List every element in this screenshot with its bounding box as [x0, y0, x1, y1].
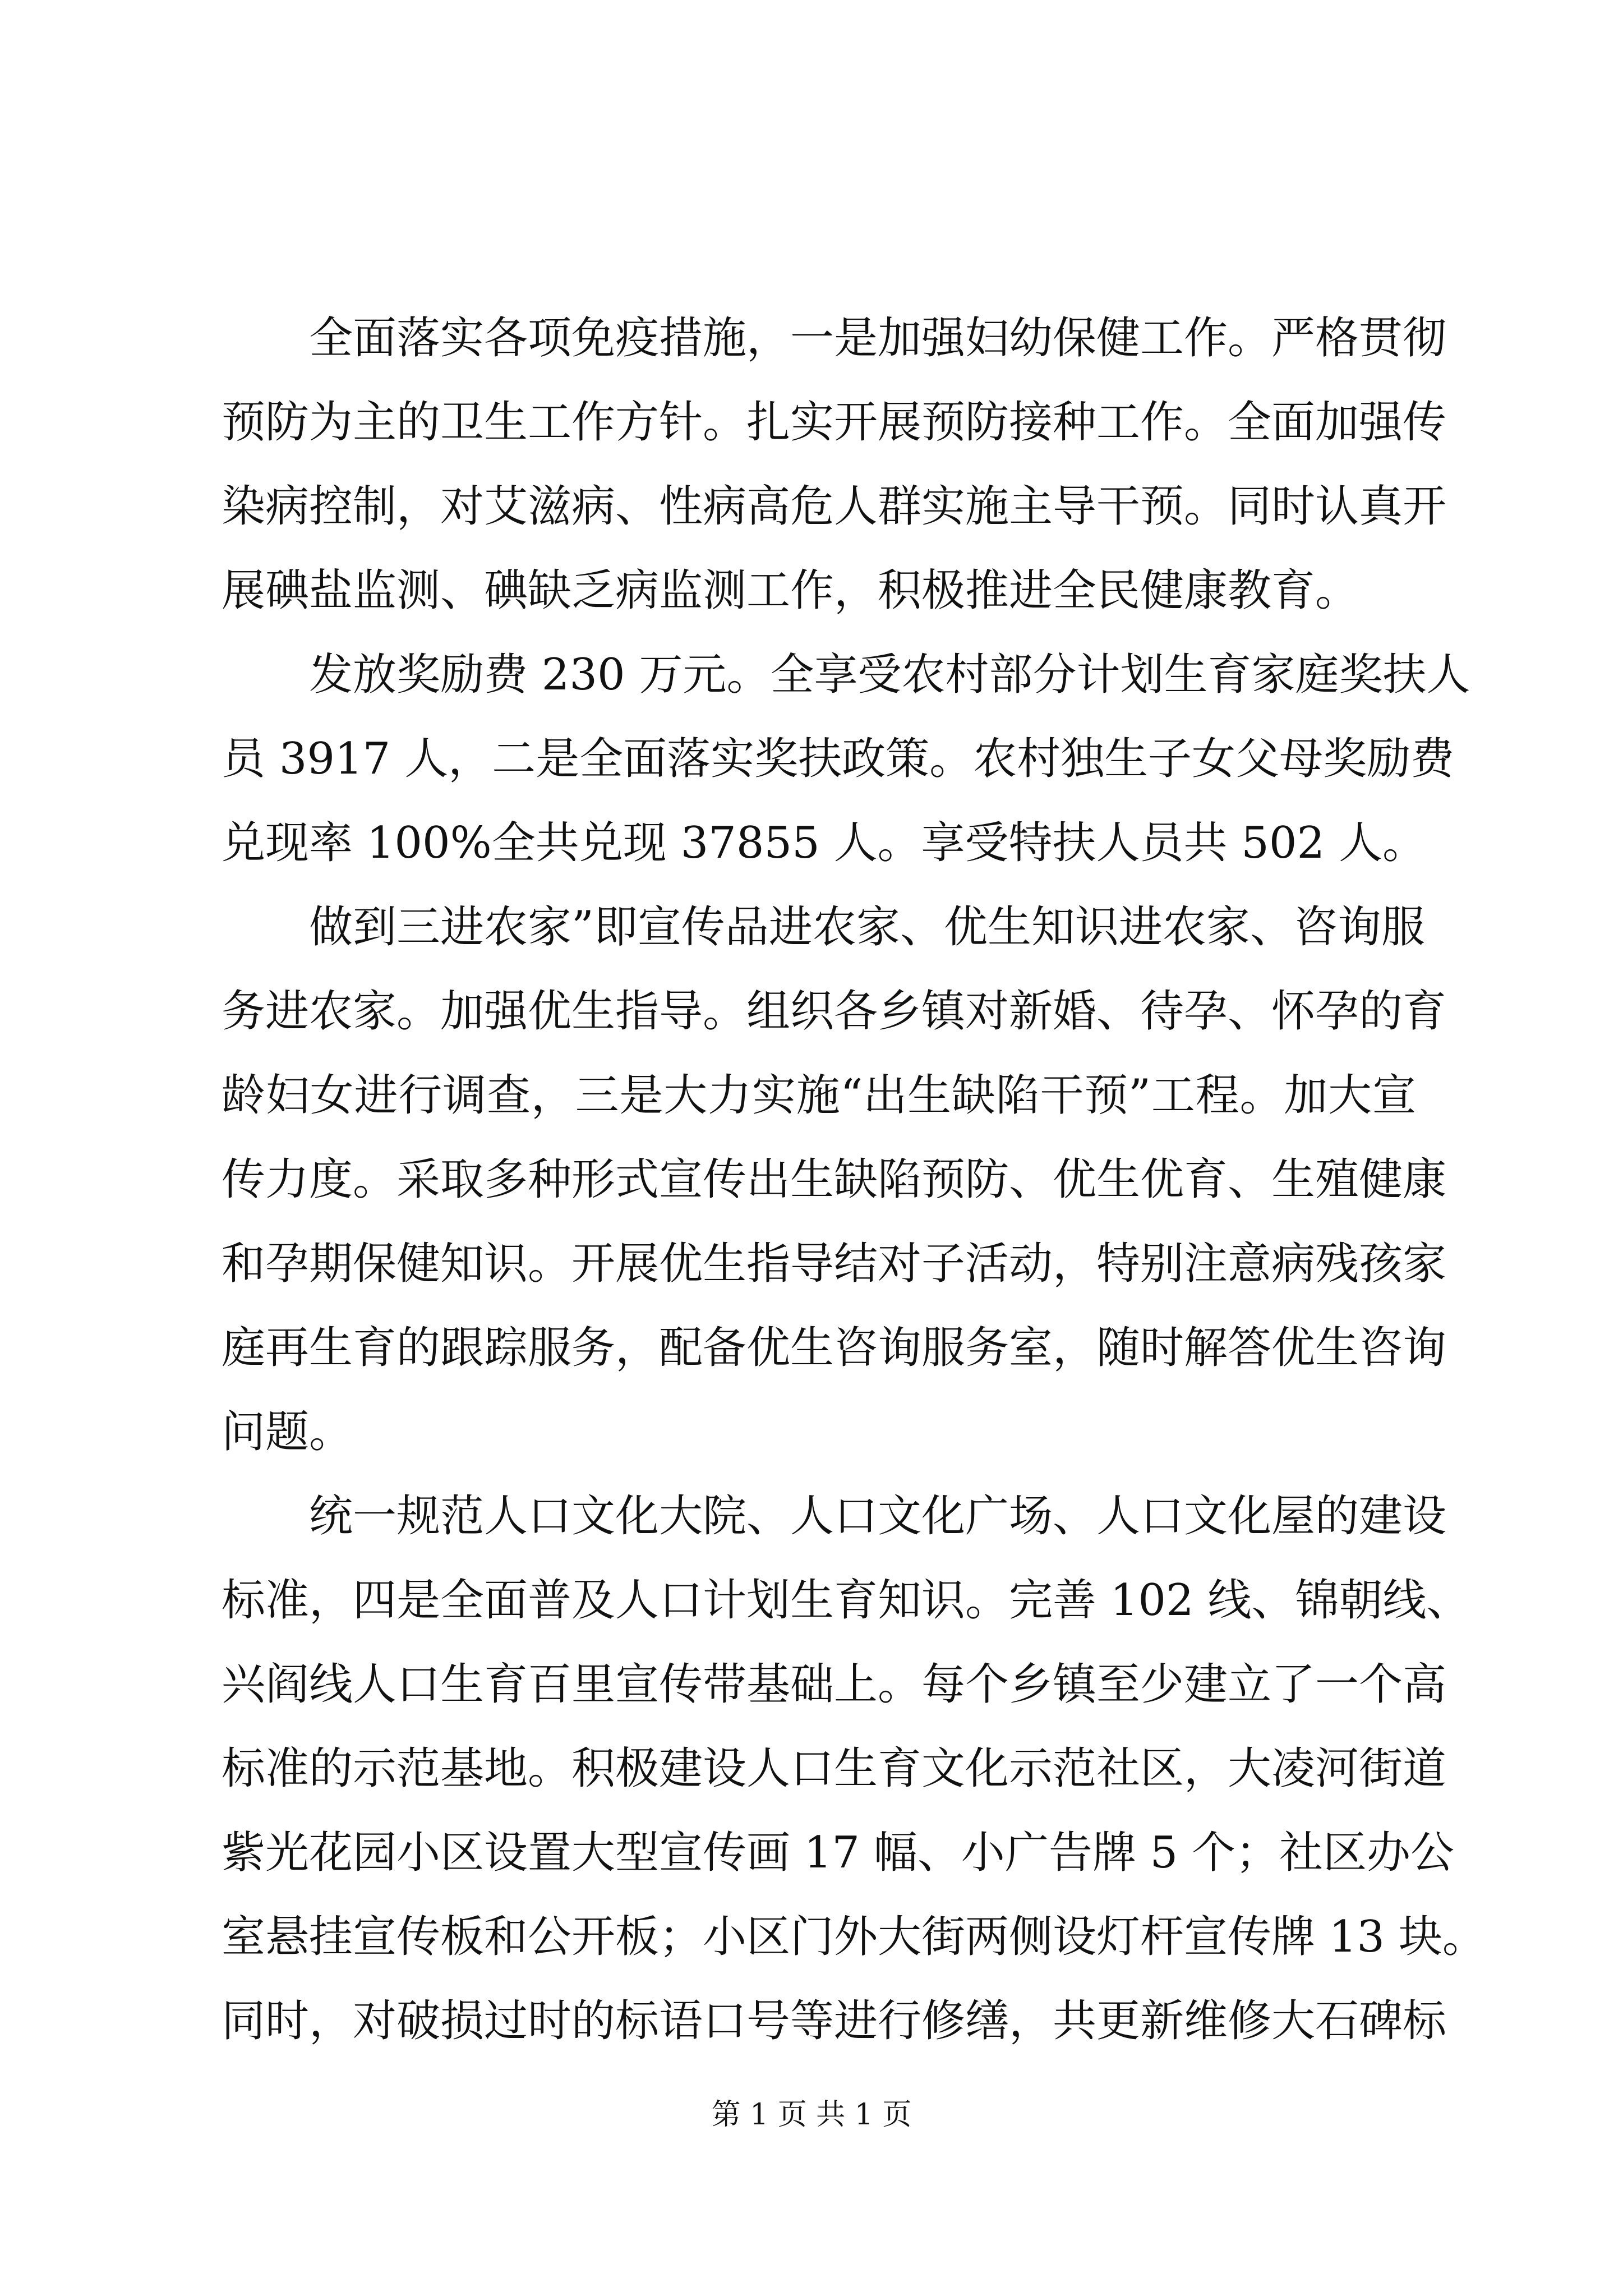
- page-footer: 第 1 页 共 1 页: [711, 2098, 912, 2132]
- text-line: 统一规范人口文化大院、人口文化广场、人口文化屋的建设: [309, 1491, 1447, 1542]
- text-line: 预防为主的卫生工作方针。扎实开展预防接种工作。全面加强传: [222, 397, 1447, 448]
- text-line: 做到三进农家”即宣传品进农家、优生知识进农家、咨询服: [309, 902, 1425, 953]
- text-line: 同时，对破损过时的标语口号等进行修缮，共更新维修大石碑标: [222, 1996, 1447, 2046]
- text-line: 染病控制，对艾滋病、性病高危人群实施主导干预。同时认真开: [222, 481, 1447, 532]
- text-line: 紫光花园小区设置大型宣传画 17 幅、小广告牌 5 个；社区办公: [222, 1828, 1455, 1878]
- text-line: 兑现率 100%全共兑现 37855 人。享受特扶人员共 502 人。: [222, 818, 1426, 868]
- text-line: 和孕期保健知识。开展优生指导结对子活动，特别注意病残孩家: [222, 1239, 1447, 1289]
- text-line: 标准，四是全面普及人口计划生育知识。完善 102 线、锦朝线、: [222, 1575, 1470, 1626]
- text-line: 发放奖励费 230 万元。全享受农村部分计划生育家庭奖扶人: [309, 650, 1470, 700]
- text-line: 庭再生育的跟踪服务，配备优生咨询服务室，随时解答优生咨询: [222, 1323, 1447, 1373]
- text-line: 展碘盐监测、碘缺乏病监测工作，积极推进全民健康教育。: [222, 565, 1359, 616]
- text-line: 标准的示范基地。积极建设人口生育文化示范社区，大凌河街道: [222, 1743, 1447, 1794]
- text-line: 务进农家。加强优生指导。组织各乡镇对新婚、待孕、怀孕的育: [222, 986, 1447, 1037]
- text-line: 员 3917 人，二是全面落实奖扶政策。农村独生子女父母奖励费: [222, 734, 1455, 784]
- text-line: 室悬挂宣传板和公开板；小区门外大街两侧设灯杆宣传牌 13 块。: [222, 1912, 1486, 1962]
- document-body: [222, 296, 1486, 2063]
- text-line: 问题。: [222, 1407, 353, 1457]
- text-line: 龄妇女进行调查，三是大力实施“出生缺陷干预”工程。加大宣: [222, 1070, 1416, 1121]
- text-line: 全面落实各项免疫措施，一是加强妇幼保健工作。严格贯彻: [309, 313, 1447, 364]
- text-line: 兴阎线人口生育百里宣传带基础上。每个乡镇至少建立了一个高: [222, 1659, 1447, 1710]
- text-line: 传力度。采取多种形式宣传出生缺陷预防、优生优育、生殖健康: [222, 1154, 1447, 1205]
